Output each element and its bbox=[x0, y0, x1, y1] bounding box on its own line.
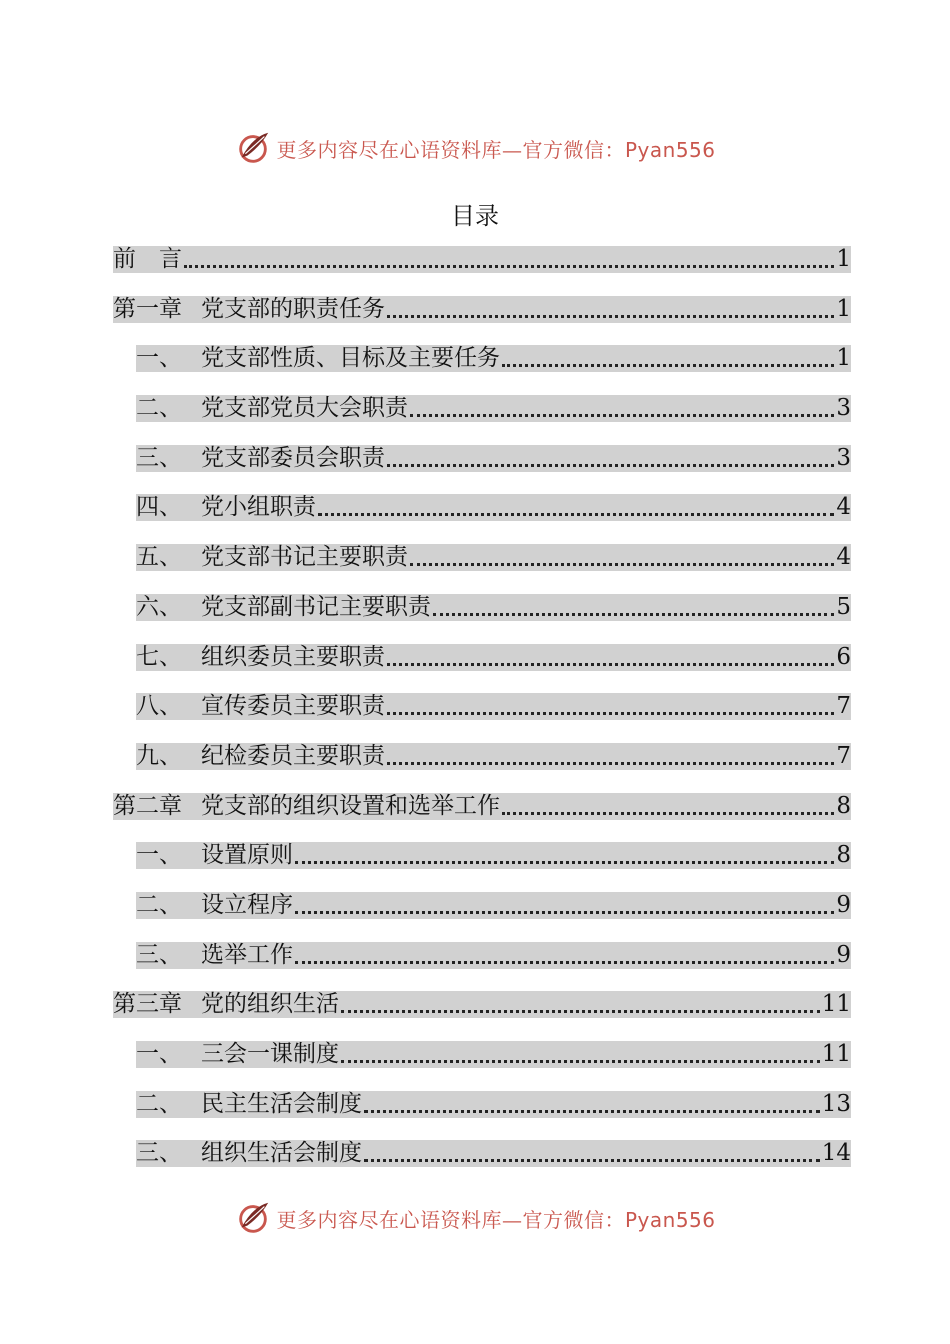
toc-entry-page: 3 bbox=[836, 395, 851, 422]
toc-entry-page: 7 bbox=[836, 742, 851, 769]
toc-entry-title: 组织委员主要职责 bbox=[201, 643, 385, 670]
toc-entry-label bbox=[113, 793, 500, 820]
dot-leader bbox=[364, 1135, 820, 1162]
banner-text: 更多内容尽在心语资料库—官方微信：Pyan556 bbox=[276, 1207, 716, 1232]
toc-entry-page: 11 bbox=[821, 991, 851, 1018]
toc-entry-page: 1 bbox=[836, 246, 851, 272]
toc-entry-page: 9 bbox=[836, 941, 851, 968]
toc-entry-label bbox=[136, 445, 385, 472]
toc-entry-number: 三、 bbox=[136, 1140, 182, 1167]
toc-entry-page: 1 bbox=[836, 295, 851, 322]
toc-entry-label bbox=[136, 1091, 362, 1118]
header-banner bbox=[0, 128, 950, 168]
toc-entry-label bbox=[136, 1140, 362, 1167]
toc-entry-number: 五、 bbox=[136, 544, 182, 571]
toc-entry[interactable] bbox=[113, 296, 851, 323]
toc-entry-title: 设置原则 bbox=[201, 842, 293, 869]
toc-entry-number: 八、 bbox=[136, 693, 182, 720]
dot-leader bbox=[318, 489, 834, 516]
toc-entry-title: 党支部副书记主要职责 bbox=[201, 593, 431, 620]
toc-entry-label bbox=[136, 594, 431, 621]
toc-entry[interactable] bbox=[136, 544, 851, 571]
toc-entry-label bbox=[136, 345, 500, 372]
toc-entry-number: 七、 bbox=[136, 643, 182, 670]
toc-entry[interactable] bbox=[113, 246, 851, 273]
toc-entry-page: 4 bbox=[836, 494, 851, 521]
toc-entry[interactable] bbox=[136, 1091, 851, 1118]
dot-leader bbox=[184, 241, 834, 268]
toc-entry-page: 8 bbox=[836, 792, 851, 819]
toc-entry-title: 民主生活会制度 bbox=[201, 1090, 362, 1117]
toc-entry-page: 13 bbox=[821, 1090, 851, 1117]
toc-entry-label bbox=[136, 1041, 339, 1068]
toc-entry-number: 二、 bbox=[136, 891, 182, 918]
dot-leader bbox=[295, 887, 834, 914]
dot-leader bbox=[502, 340, 834, 367]
dot-leader bbox=[410, 539, 834, 566]
toc-entry-title: 党支部性质、目标及主要任务 bbox=[201, 345, 500, 372]
toc-entry-number: 六、 bbox=[136, 593, 182, 620]
dot-leader bbox=[295, 837, 834, 864]
toc-entry-label bbox=[113, 991, 339, 1018]
toc-entry-number: 第三章 bbox=[113, 991, 182, 1018]
wechat-id: Pyan556 bbox=[624, 1207, 716, 1232]
toc-entry[interactable] bbox=[136, 743, 851, 770]
dot-leader bbox=[410, 390, 834, 417]
toc-entry[interactable] bbox=[136, 494, 851, 521]
dot-leader bbox=[433, 589, 834, 616]
toc-entry-title: 党支部的职责任务 bbox=[201, 295, 385, 322]
toc-entry-page: 3 bbox=[836, 444, 851, 471]
toc-entry[interactable] bbox=[136, 1041, 851, 1068]
toc-entry-label bbox=[136, 743, 385, 770]
wechat-id: Pyan556 bbox=[624, 137, 716, 162]
table-of-contents bbox=[113, 246, 851, 1190]
toc-entry-title: 三会一课制度 bbox=[201, 1041, 339, 1067]
toc-entry-page: 11 bbox=[821, 1041, 851, 1067]
toc-entry-number: 第二章 bbox=[113, 792, 182, 819]
toc-entry-number: 二、 bbox=[136, 1090, 182, 1117]
dot-leader bbox=[364, 1086, 820, 1113]
toc-entry[interactable] bbox=[136, 644, 851, 671]
toc-entry-page: 9 bbox=[836, 891, 851, 918]
toc-entry-title: 党支部委员会职责 bbox=[201, 444, 385, 471]
toc-entry-title: 党支部党员大会职责 bbox=[201, 395, 408, 422]
toc-entry-page: 5 bbox=[836, 593, 851, 620]
toc-entry-title: 宣传委员主要职责 bbox=[201, 693, 385, 720]
toc-entry[interactable] bbox=[113, 991, 851, 1018]
toc-entry-number: 九、 bbox=[136, 742, 182, 769]
toc-entry-label bbox=[136, 942, 293, 969]
toc-entry[interactable] bbox=[136, 594, 851, 621]
toc-entry-label bbox=[113, 296, 385, 323]
toc-entry-title: 纪检委员主要职责 bbox=[201, 742, 385, 769]
toc-entry[interactable] bbox=[136, 395, 851, 422]
toc-entry-number: 一、 bbox=[136, 842, 182, 869]
toc-entry-label bbox=[136, 644, 385, 671]
toc-entry-title: 党的组织生活 bbox=[201, 991, 339, 1018]
toc-entry-label bbox=[136, 842, 293, 869]
toc-entry-label bbox=[136, 494, 316, 521]
dot-leader bbox=[341, 986, 820, 1013]
toc-entry[interactable] bbox=[136, 1140, 851, 1167]
toc-entry[interactable] bbox=[136, 892, 851, 919]
toc-entry-number: 四、 bbox=[136, 494, 182, 521]
toc-entry[interactable] bbox=[136, 693, 851, 720]
toc-entry[interactable] bbox=[136, 842, 851, 869]
toc-entry-label bbox=[136, 544, 408, 571]
quill-logo-icon bbox=[234, 129, 272, 167]
toc-entry-page: 8 bbox=[836, 842, 851, 869]
toc-entry-number: 一、 bbox=[136, 1041, 182, 1067]
toc-entry-title: 党支部书记主要职责 bbox=[201, 544, 408, 571]
toc-entry-number: 三、 bbox=[136, 444, 182, 471]
toc-entry-page: 14 bbox=[821, 1140, 851, 1167]
toc-entry-number: 二、 bbox=[136, 395, 182, 422]
dot-leader bbox=[387, 440, 834, 467]
toc-entry-label bbox=[136, 693, 385, 720]
toc-entry-page: 6 bbox=[836, 643, 851, 670]
toc-entry-title: 组织生活会制度 bbox=[201, 1140, 362, 1167]
toc-entry[interactable] bbox=[136, 942, 851, 969]
toc-entry-title: 前 言 bbox=[113, 246, 182, 272]
quill-logo-icon bbox=[234, 1199, 272, 1237]
toc-title: 目录 bbox=[451, 202, 499, 230]
toc-entry-label bbox=[136, 395, 408, 422]
dot-leader bbox=[387, 738, 834, 765]
dot-leader bbox=[502, 788, 834, 815]
toc-entry-label bbox=[113, 246, 182, 273]
footer-banner bbox=[0, 1198, 950, 1238]
toc-entry-title: 选举工作 bbox=[201, 941, 293, 968]
dot-leader bbox=[295, 937, 834, 964]
dot-leader bbox=[387, 688, 834, 715]
toc-entry-title: 设立程序 bbox=[201, 891, 293, 918]
banner-text: 更多内容尽在心语资料库—官方微信：Pyan556 bbox=[276, 137, 716, 162]
toc-entry[interactable] bbox=[113, 793, 851, 820]
toc-entry-page: 4 bbox=[836, 544, 851, 571]
toc-entry-number: 一、 bbox=[136, 345, 182, 372]
toc-entry-page: 7 bbox=[836, 693, 851, 720]
toc-entry-number: 第一章 bbox=[113, 295, 182, 322]
toc-entry-page: 1 bbox=[836, 345, 851, 372]
toc-entry[interactable] bbox=[136, 345, 851, 372]
toc-entry[interactable] bbox=[136, 445, 851, 472]
toc-entry-title: 党支部的组织设置和选举工作 bbox=[201, 792, 500, 819]
toc-entry-title: 党小组职责 bbox=[201, 494, 316, 521]
toc-entry-number: 三、 bbox=[136, 941, 182, 968]
dot-leader bbox=[387, 291, 834, 318]
dot-leader bbox=[341, 1036, 820, 1063]
toc-entry-label bbox=[136, 892, 293, 919]
dot-leader bbox=[387, 639, 834, 666]
